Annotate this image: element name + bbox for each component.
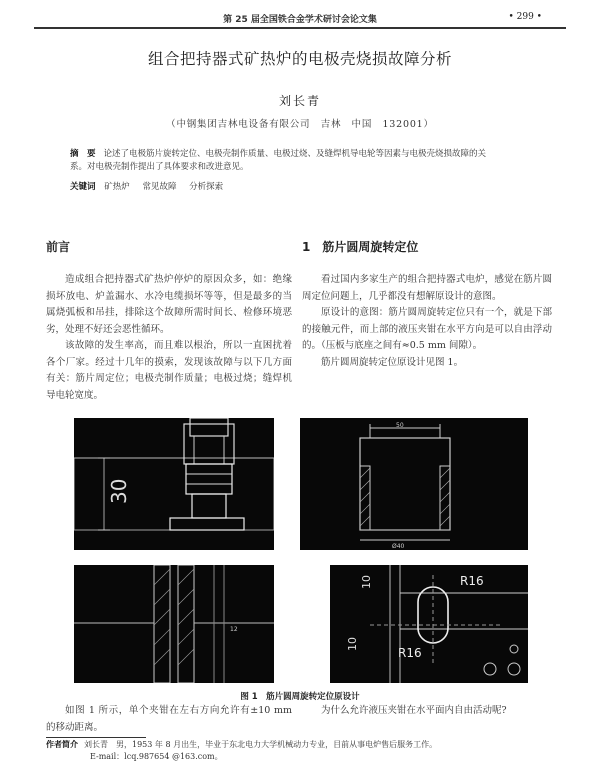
drawing-rib-detail bbox=[74, 565, 274, 683]
abstract-label: 摘 要 bbox=[70, 149, 96, 159]
paragraph: 原设计的意图：筋片圆周旋转定位只有一个，就是下部的接触元件，而上部的液压夹钳在水平方向是可以自由浮动的。（压板与底座之间有≈0.5 mm 间隙）。 bbox=[302, 307, 552, 351]
author-bio-footnote bbox=[46, 739, 566, 763]
dim-label: 30 bbox=[107, 478, 131, 504]
footnote-rule bbox=[46, 737, 146, 738]
dim-label: 10 bbox=[360, 575, 373, 589]
keyword: 常见故障 bbox=[142, 182, 177, 192]
header-rule bbox=[34, 27, 566, 29]
paper-affiliation: （中钢集团吉林电设备有限公司 吉林 中国 132001） bbox=[166, 119, 434, 130]
paragraph: 如图 1 所示，单个夹钳在左右方向允许有±10 mm 的移动距离。 bbox=[46, 705, 292, 733]
right-column-text bbox=[302, 272, 552, 371]
journal-name: 第 25 届全国铁合金学术研讨会论文集 bbox=[223, 15, 377, 25]
keywords-label: 关键词 bbox=[70, 182, 96, 192]
dim-label: Ø40 bbox=[392, 543, 405, 550]
footnote-label: 作者简介 bbox=[46, 740, 78, 749]
paragraph: 筋片圆周旋转定位原设计见图 1。 bbox=[321, 356, 464, 368]
keyword: 分析探索 bbox=[189, 182, 224, 192]
section-heading-1: 1 筋片圆周旋转定位 bbox=[302, 240, 419, 254]
running-header bbox=[34, 12, 566, 26]
dim-label: R16 bbox=[398, 646, 422, 660]
drawing-clamp-assembly bbox=[74, 418, 274, 550]
paper-title: 组合把持器式矿热炉的电极壳烧损故障分析 bbox=[147, 50, 452, 68]
keywords bbox=[70, 180, 233, 192]
section-heading-preface: 前言 bbox=[46, 240, 71, 254]
dim-label: 12 bbox=[230, 626, 238, 633]
footnote-line-1: 刘长青 男，1953 年 8 月出生，毕业于东北电力大学机械动力专业，目前从事电炉售后服务工作。 bbox=[84, 740, 438, 749]
drawing-shell-section bbox=[300, 418, 528, 550]
footnote-line-2: E-mail：lcq.987654 @163.com。 bbox=[90, 752, 223, 761]
page-number: • 299 • bbox=[508, 12, 542, 22]
drawing-slot-detail bbox=[330, 565, 528, 683]
paragraph: 造成组合把持器式矿热炉停炉的原因众多，如：绝缘损坏放电、炉盖漏水、水冷电缆损坏等等，但是最多的当属烧弧板和吊挂，排除这个故障所需时间长、检修环境恶劣，处理不好还会恶性循环。 bbox=[46, 274, 292, 335]
left-bottom-text bbox=[46, 703, 292, 736]
abstract bbox=[70, 148, 540, 174]
paragraph: 该故障的发生率高，而且难以根治，所以一直困扰着各个厂家。经过十几年的摸索，发现该故障与以下几方面有关：筋片周定位；电极壳制作质量；电极过烧；缝焊机导电轮宽度。 bbox=[46, 340, 292, 401]
paragraph: 看过国内多家生产的组合把持器式电炉，感觉在筋片圆周定位问题上，几乎都没有想解原设计的意图。 bbox=[302, 274, 552, 302]
abstract-line-2: 系。对电极壳制作提出了具体要求和改进意见。 bbox=[70, 162, 249, 172]
figure-panel-bottom-left bbox=[74, 565, 274, 683]
figure-panel-bottom-right bbox=[330, 565, 528, 683]
figure-panel-top-left bbox=[74, 418, 274, 550]
dim-label: R16 bbox=[460, 574, 484, 588]
figure-caption: 图 1 筋片圆周旋转定位原设计 bbox=[240, 692, 360, 702]
dim-label: 10 bbox=[346, 637, 359, 651]
paragraph: 为什么允许液压夹钳在水平面内自由活动呢? bbox=[321, 705, 507, 716]
right-bottom-text bbox=[302, 703, 552, 720]
abstract-line-1: 论述了电极筋片旋转定位、电极壳制作质量、电极过烧、及缝焊机导电轮等因素与电极壳烧损故障的关 bbox=[103, 149, 487, 159]
figure-panel-top-right bbox=[300, 418, 528, 550]
dim-label: 50 bbox=[396, 422, 404, 429]
keyword: 矿热炉 bbox=[104, 182, 130, 192]
paper-author: 刘长青 bbox=[278, 94, 321, 108]
left-column-text bbox=[46, 272, 292, 404]
